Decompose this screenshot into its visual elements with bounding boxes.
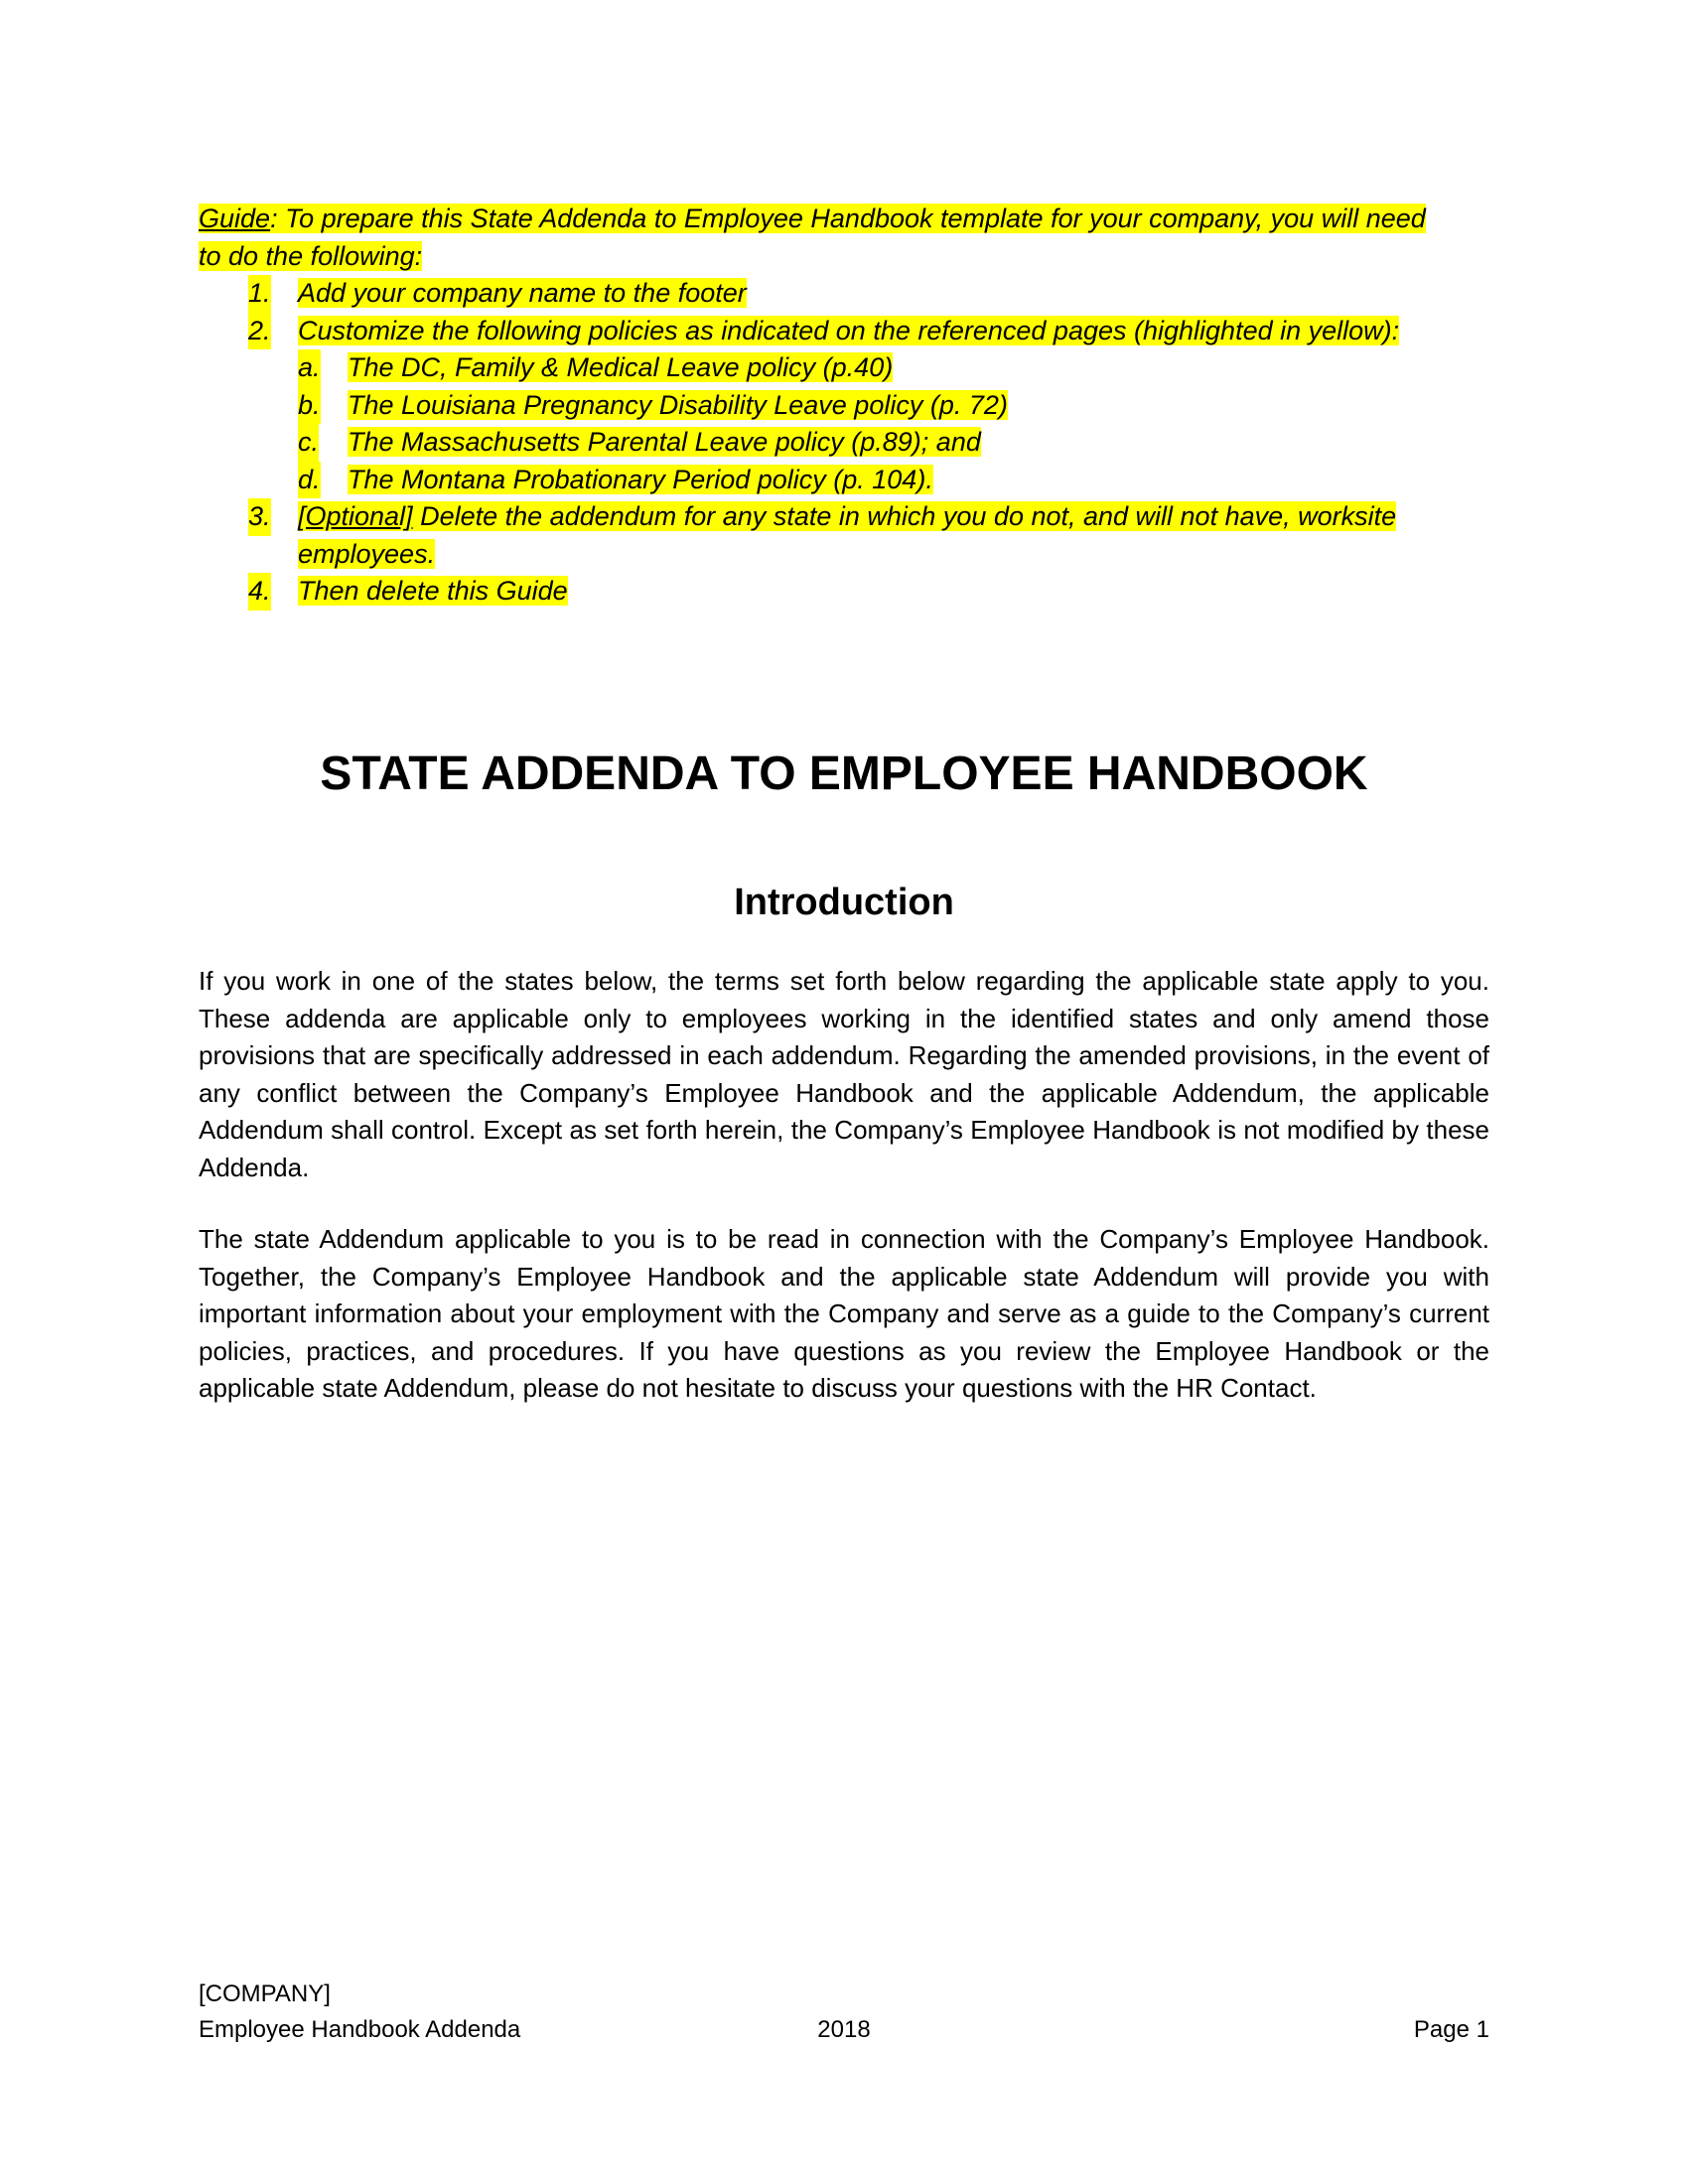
guide-step-3-cont: [199, 536, 1489, 574]
guide-label: Guide: [199, 204, 271, 233]
step-text: Add your company name to the footer: [298, 278, 747, 308]
guide-substep-b: [199, 387, 1489, 425]
footer-page-number: Page 1: [1413, 2016, 1489, 2043]
footer-company: [COMPANY]: [199, 1980, 331, 2007]
substep-text: The DC, Family & Medical Leave policy (p.40): [348, 352, 894, 382]
step-text-cont: employees.: [298, 538, 436, 569]
step-text: Customize the following policies as indicated on the referenced pages (highlighted in yellow):: [298, 315, 1400, 345]
guide-intro-text: : To prepare this State Addenda to Employee Handbook template for your company, you will need: [270, 204, 1426, 233]
guide-step-3: [199, 498, 1489, 536]
page-title: STATE ADDENDA TO EMPLOYEE HANDBOOK: [320, 748, 1368, 800]
step-number: 2.: [248, 313, 271, 350]
guide-intro-text-cont: to do the following:: [199, 240, 423, 271]
guide-intro-line-1: [199, 201, 1489, 238]
intro-paragraph-2: The state Addendum applicable to you is to be read in connection with the Company’s Employee Handbook. Together, the Company’s Employee Handbook and the applicable state Addendum will provide you with important information about your employment with the Company and serve as a guide to the Company’s current policies, practices, and procedures. If you have questions as you review the Employee Handbook or the applicable state Addendum, please do not hesitate to discuss your questions with the HR Contact.: [199, 1224, 1489, 1404]
guide-intro-line-2: [199, 238, 1489, 276]
guide-substep-d: [199, 462, 1489, 499]
intro-paragraph-1: If you work in one of the states below, the terms set forth below regarding the applicable state apply to you. These addenda are applicable only to employees working in the identified states and only amend those provisions that are specifically addressed in each addendum. Regarding the amended provisions, in the event of any conflict between the Company’s Employee Handbook and the applicable Addendum, the applicable Addendum shall control. Except as set forth herein, the Company’s Employee Handbook is not modified by these Addenda.: [199, 966, 1489, 1182]
substep-letter: c.: [298, 424, 319, 462]
page-footer: [199, 1977, 1489, 2048]
guide-note: [199, 201, 1489, 611]
step-number: 4.: [248, 573, 271, 611]
step-number: 3.: [248, 498, 271, 536]
substep-text: The Montana Probationary Period policy (p. 104).: [348, 464, 933, 494]
section-heading: Introduction: [734, 882, 954, 923]
substep-text: The Louisiana Pregnancy Disability Leave policy (p. 72): [348, 389, 1008, 420]
step-text: Then delete this Guide: [298, 576, 568, 606]
footer-year: 2018: [817, 2016, 871, 2043]
guide-step-1: [199, 275, 1489, 313]
step-number: 1.: [248, 275, 271, 313]
substep-letter: a.: [298, 349, 321, 387]
substep-letter: d.: [298, 462, 321, 499]
substep-letter: b.: [298, 387, 321, 425]
guide-substep-a: [199, 349, 1489, 387]
guide-step-4: [199, 573, 1489, 611]
step-text: Delete the addendum for any state in which you do not, and will not have, worksite: [412, 501, 1397, 531]
guide-step-2: [199, 313, 1489, 350]
footer-label: Employee Handbook Addenda: [199, 2016, 521, 2043]
substep-text: The Massachusetts Parental Leave policy (p.89); and: [348, 427, 981, 457]
guide-substep-c: [199, 424, 1489, 462]
optional-tag: [Optional]: [298, 501, 413, 531]
